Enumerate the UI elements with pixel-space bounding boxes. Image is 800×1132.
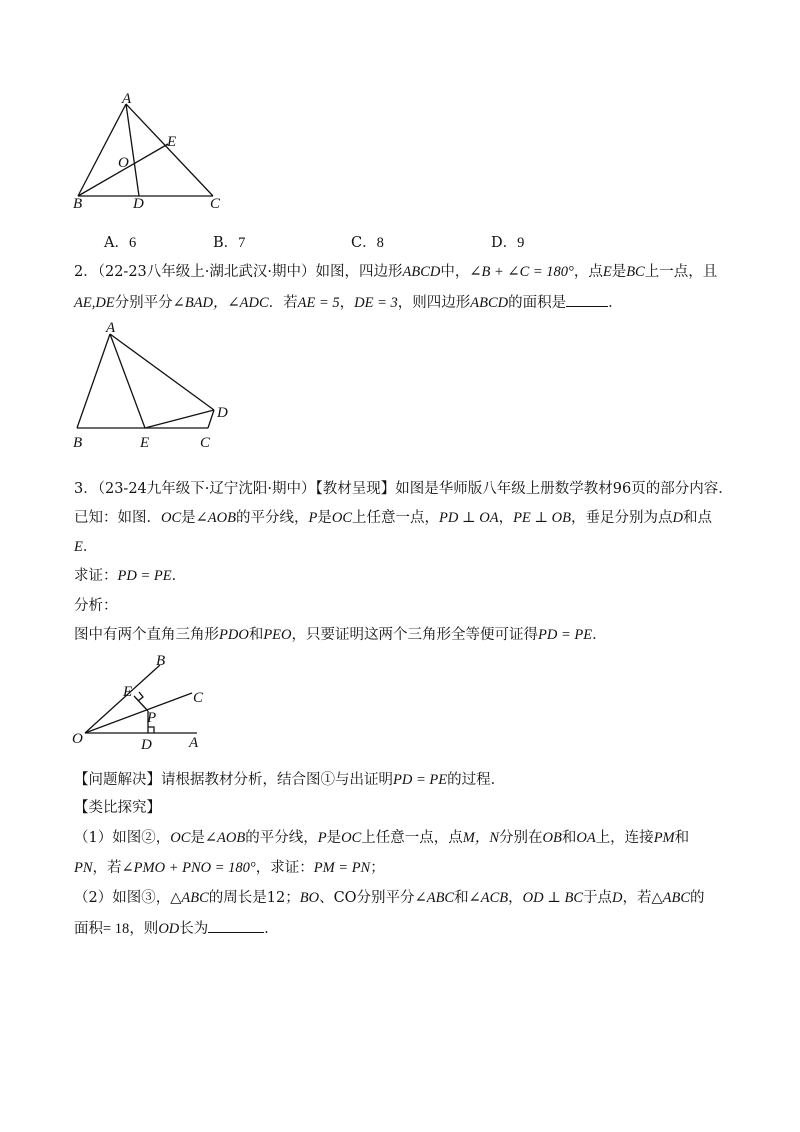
q3-line-4: 求证：PD = PE． xyxy=(74,568,187,584)
q3-line-8: 【问题解决】请根据教材分析，结合图①与出证明PD = PE的过程． xyxy=(74,772,506,788)
q3-line-5: 分析： xyxy=(74,598,118,614)
q3-line-2: 已知：如图．OC是∠AOB的平分线，P是OC上任意一点，PD ⊥ OA，PE ⊥ OB，垂足分别为点D和点 xyxy=(74,510,712,526)
label-P: P xyxy=(147,710,157,726)
option-c[interactable]: C．8 xyxy=(351,235,384,251)
answer-blank[interactable] xyxy=(566,292,608,307)
label-E: E xyxy=(123,684,133,700)
q3-line-12: （2）如图③，△ABC的周长是12；BO、CO分别平分∠ABC和∠ACB，OD ⊥ BC于点D，若△ABC的 xyxy=(74,890,705,906)
option-b[interactable]: B．7 xyxy=(213,235,246,251)
q2-line-1: 2．（22-23八年级上·湖北武汉·期中）如图，四边形ABCD中，∠B + ∠C = 180°，点E是BC上一点，且 xyxy=(74,264,718,280)
label-A: A xyxy=(106,320,116,336)
q3-line-10: （1）如图②，OC是∠AOB的平分线，P是OC上任意一点，点M，N分别在OB和OA上，连接PM和 xyxy=(74,830,690,846)
q2-line-2: AE,DE分别平分∠BAD，∠ADC．若AE = 5，DE = 3，则四边形ABCD的面积是 ． xyxy=(74,292,623,313)
label-O: O xyxy=(118,155,129,171)
q3-line-3: E． xyxy=(74,539,98,555)
label-C: C xyxy=(200,435,211,451)
figure-3-angle-bisector xyxy=(60,650,240,755)
option-a[interactable]: A．6 xyxy=(104,235,137,251)
q3-line-1: 3．（23-24九年级下·辽宁沈阳·期中）【教材呈现】如图是华师版八年级上册数学教材96页的部分内容． xyxy=(74,481,733,497)
label-D: D xyxy=(217,405,228,421)
q3-line-6: 图中有两个直角三角形PDO和PEO，只要证明这两个三角形全等便可证得PD = PE． xyxy=(74,627,607,643)
q3-line-13: 面积= 18，则OD长为 ． xyxy=(74,918,279,939)
label-D: D xyxy=(133,196,144,210)
label-E: E xyxy=(140,435,150,451)
label-B: B xyxy=(73,435,83,451)
label-O: O xyxy=(72,731,83,747)
label-C: C xyxy=(193,690,204,706)
label-A: A xyxy=(122,91,132,107)
q3-line-11: PN，若∠PMO + PNO = 180°，求证：PM = PN； xyxy=(74,860,385,876)
answer-blank-od[interactable] xyxy=(208,918,264,933)
label-C: C xyxy=(210,196,221,210)
label-E: E xyxy=(167,134,177,150)
label-B: B xyxy=(156,653,166,669)
q3-line-9: 【类比探究】 xyxy=(74,800,161,816)
label-A: A xyxy=(189,735,199,751)
figure-2-quadrilateral xyxy=(60,310,250,460)
option-d[interactable]: D．9 xyxy=(491,235,525,251)
figure-1-triangle xyxy=(60,90,260,210)
label-B: B xyxy=(73,196,83,210)
label-D: D xyxy=(141,737,152,753)
